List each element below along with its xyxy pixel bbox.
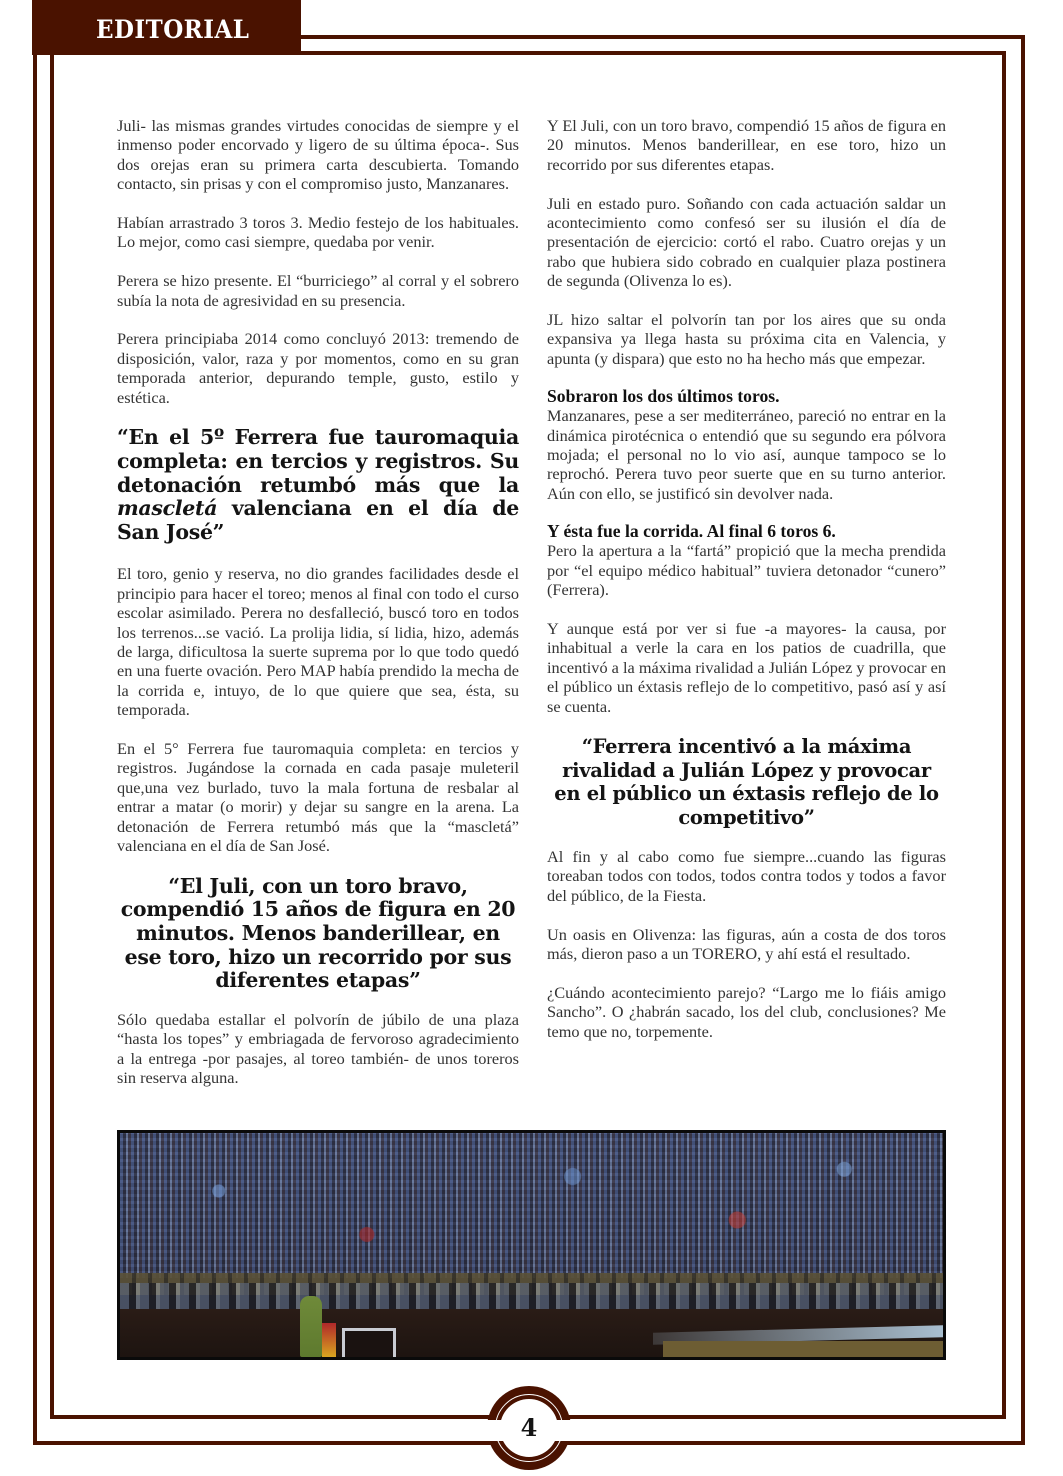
subheading-sobraron: Sobraron los dos últimos toros. (547, 386, 780, 407)
paragraph: Un oasis en Olivenza: las figuras, aún a costa de dos toros más, dieron paso a un TORERO, y ahí está el resultado. (547, 924, 946, 963)
burladero (342, 1328, 396, 1360)
paragraph: Y aunque está por ver si fue -a mayores- la causa, por inhabitual a verle la cara en los patios de cuadrilla, que incentivó a la máxima rivalidad a Julián López y provocar en el público un éxtasis reflejo de lo competitivo, pasó así y así se cuenta. (547, 618, 946, 716)
inner-frame-top (301, 51, 1006, 55)
right-column (547, 116, 946, 1041)
bullring-crowd-photo (117, 1130, 946, 1360)
pull-quote-ferrera (117, 426, 519, 544)
paragraph: En el 5° Ferrera fue tauromaquia completa: en tercios y registros. Jugándose la cornada en cada pasaje muleteril que,una vez burlado, tuvo la mala fortuna de resbalar al entrar a matar (o morir) y dejar su sangre en la arena. La detonación de Ferrera retumbó más que la “mascletá” valenciana en el día de San José. (117, 739, 519, 856)
paragraph: Y El Juli, con un toro bravo, compendió 15 años de figura en 20 minutos. Menos banderillear, en ese toro, hizo un recorrido por sus diferentes etapas. (547, 116, 946, 174)
paragraph: Manzanares, pese a ser mediterráneo, pareció no entrar en la dinámica pirotécnica o entendió que su segundo era pólvora mojada; el personal no lo vio así, aunque tampoco se lo reprochó. Perera tuvo peor suerte que en su turno anterior. Aún con ello, se justificó sin devolver nada. (547, 406, 946, 503)
paragraph: Sólo quedaba estallar el polvorín de júbilo de una plaza “hasta los topes” y embriagada de fervoroso agradecimiento a la entrega -por pasajes, al toreo también- de unos toreros sin reserva alguna. (117, 1009, 519, 1088)
pull-quote-el-juli: “El Juli, con un toro bravo, compendió 15 años de figura en 20 minutos. Menos banderillear, en ese toro, hizo un recorrido por sus diferentes etapas” (120, 873, 516, 993)
left-column (117, 116, 519, 1087)
inner-frame-left (50, 55, 54, 1419)
paragraph: Habían arrastrado 3 toros 3. Medio festejo de los habituales. Lo mejor, como casi siempre, quedaba por venir. (117, 213, 519, 252)
paragraph: Pero la apertura a la “fartá” propició que la mecha prendida por “el equipo médico habitual” tuviera detonador “cunero” (Ferrera). (547, 541, 946, 600)
pull-quote-text: “En el 5º Ferrera fue tauromaquia completa: en tercios y registros. Su detonación retumbó más que la (117, 425, 519, 497)
torero-figure (300, 1296, 322, 1357)
section-banner (32, 0, 301, 55)
pull-quote-rivalidad: “Ferrera incentivó a la máxima rivalidad a Julián López y provocar en el público un éxtasis reflejo de lo competitivo” (554, 735, 939, 829)
paragraph: Perera se hizo presente. El “burriciego” al corral y el sobrero subía la nota de agresividad en su presencia. (117, 271, 519, 310)
pull-quote-text: valenciana en el día de San José” (117, 496, 519, 544)
arena-sand (663, 1341, 943, 1357)
paragraph: Juli- las mismas grandes virtudes conocidas de siempre y el inmenso poder encorvado y ligero de su última época-. Sus dos orejas eran su primera carta descubierta. Tomando contacto, sin prisas y con el compromiso justo, Manzanares. (117, 116, 519, 194)
subheading-corrida: Y ésta fue la corrida. Al final 6 toros 6. (547, 521, 836, 542)
pull-quote-italic-word: mascletá (117, 496, 218, 521)
paragraph: JL hizo saltar el polvorín tan por los aires que su onda expansiva ya llega hasta su próxima cita en Valencia, y apunta (y dispara) que esto no ha hecho más que empezar. (547, 310, 946, 368)
crowd-stands (120, 1133, 943, 1278)
front-row-spectators (120, 1283, 943, 1311)
outer-frame-top (301, 35, 1025, 39)
paragraph: El toro, genio y reserva, no dio grandes facilidades desde el principio para hacer el toreo; menos al final con todo el curso escolar asimilado. Perera no desfalleció, buscó toro en todos los terrenos...se vació. La prolija lidia, sí lidia, hizo, además de larga, dificultosa la suerte suprema por lo que todo quedó en una fuerte ovación. Pero MAP había prendido la mecha de la corrida e, intuyo, de lo que quiere que sea, ésta, su temporada. (117, 564, 519, 720)
outer-frame-left (33, 55, 37, 1445)
paragraph: Perera principiaba 2014 como concluyó 2013: tremendo de disposición, valor, raza y por momentos, como en su gran temporada anterior, depurando temple, gusto, estilo y estética. (117, 329, 519, 407)
paragraph: Juli en estado puro. Soñando con cada actuación saldar un acontecimiento como confesó ser su ilusión el día de presentación de ejercicio: cortó el rabo. Cuatro orejas y un rabo que hubiera sido cobrado en cualquier plaza postinera de segunda (Olivenza lo es). (547, 193, 946, 291)
paragraph: ¿Cuándo acontecimiento parejo? “Largo me lo fiáis amigo Sancho”. O ¿habrán sacado, los del club, conclusiones? Me temo que no, torpemente. (547, 982, 946, 1041)
inner-frame-right (1002, 51, 1006, 1419)
capote-cape (322, 1323, 336, 1357)
section-title: EDITORIAL (96, 15, 250, 44)
outer-frame-right (1021, 35, 1025, 1445)
paragraph: Al fin y al cabo como fue siempre...cuando las figuras toreaban todos con todos, todos contra todos y todos a favor del público, de la Fiesta. (547, 846, 946, 905)
page-number: 4 (520, 1413, 538, 1442)
